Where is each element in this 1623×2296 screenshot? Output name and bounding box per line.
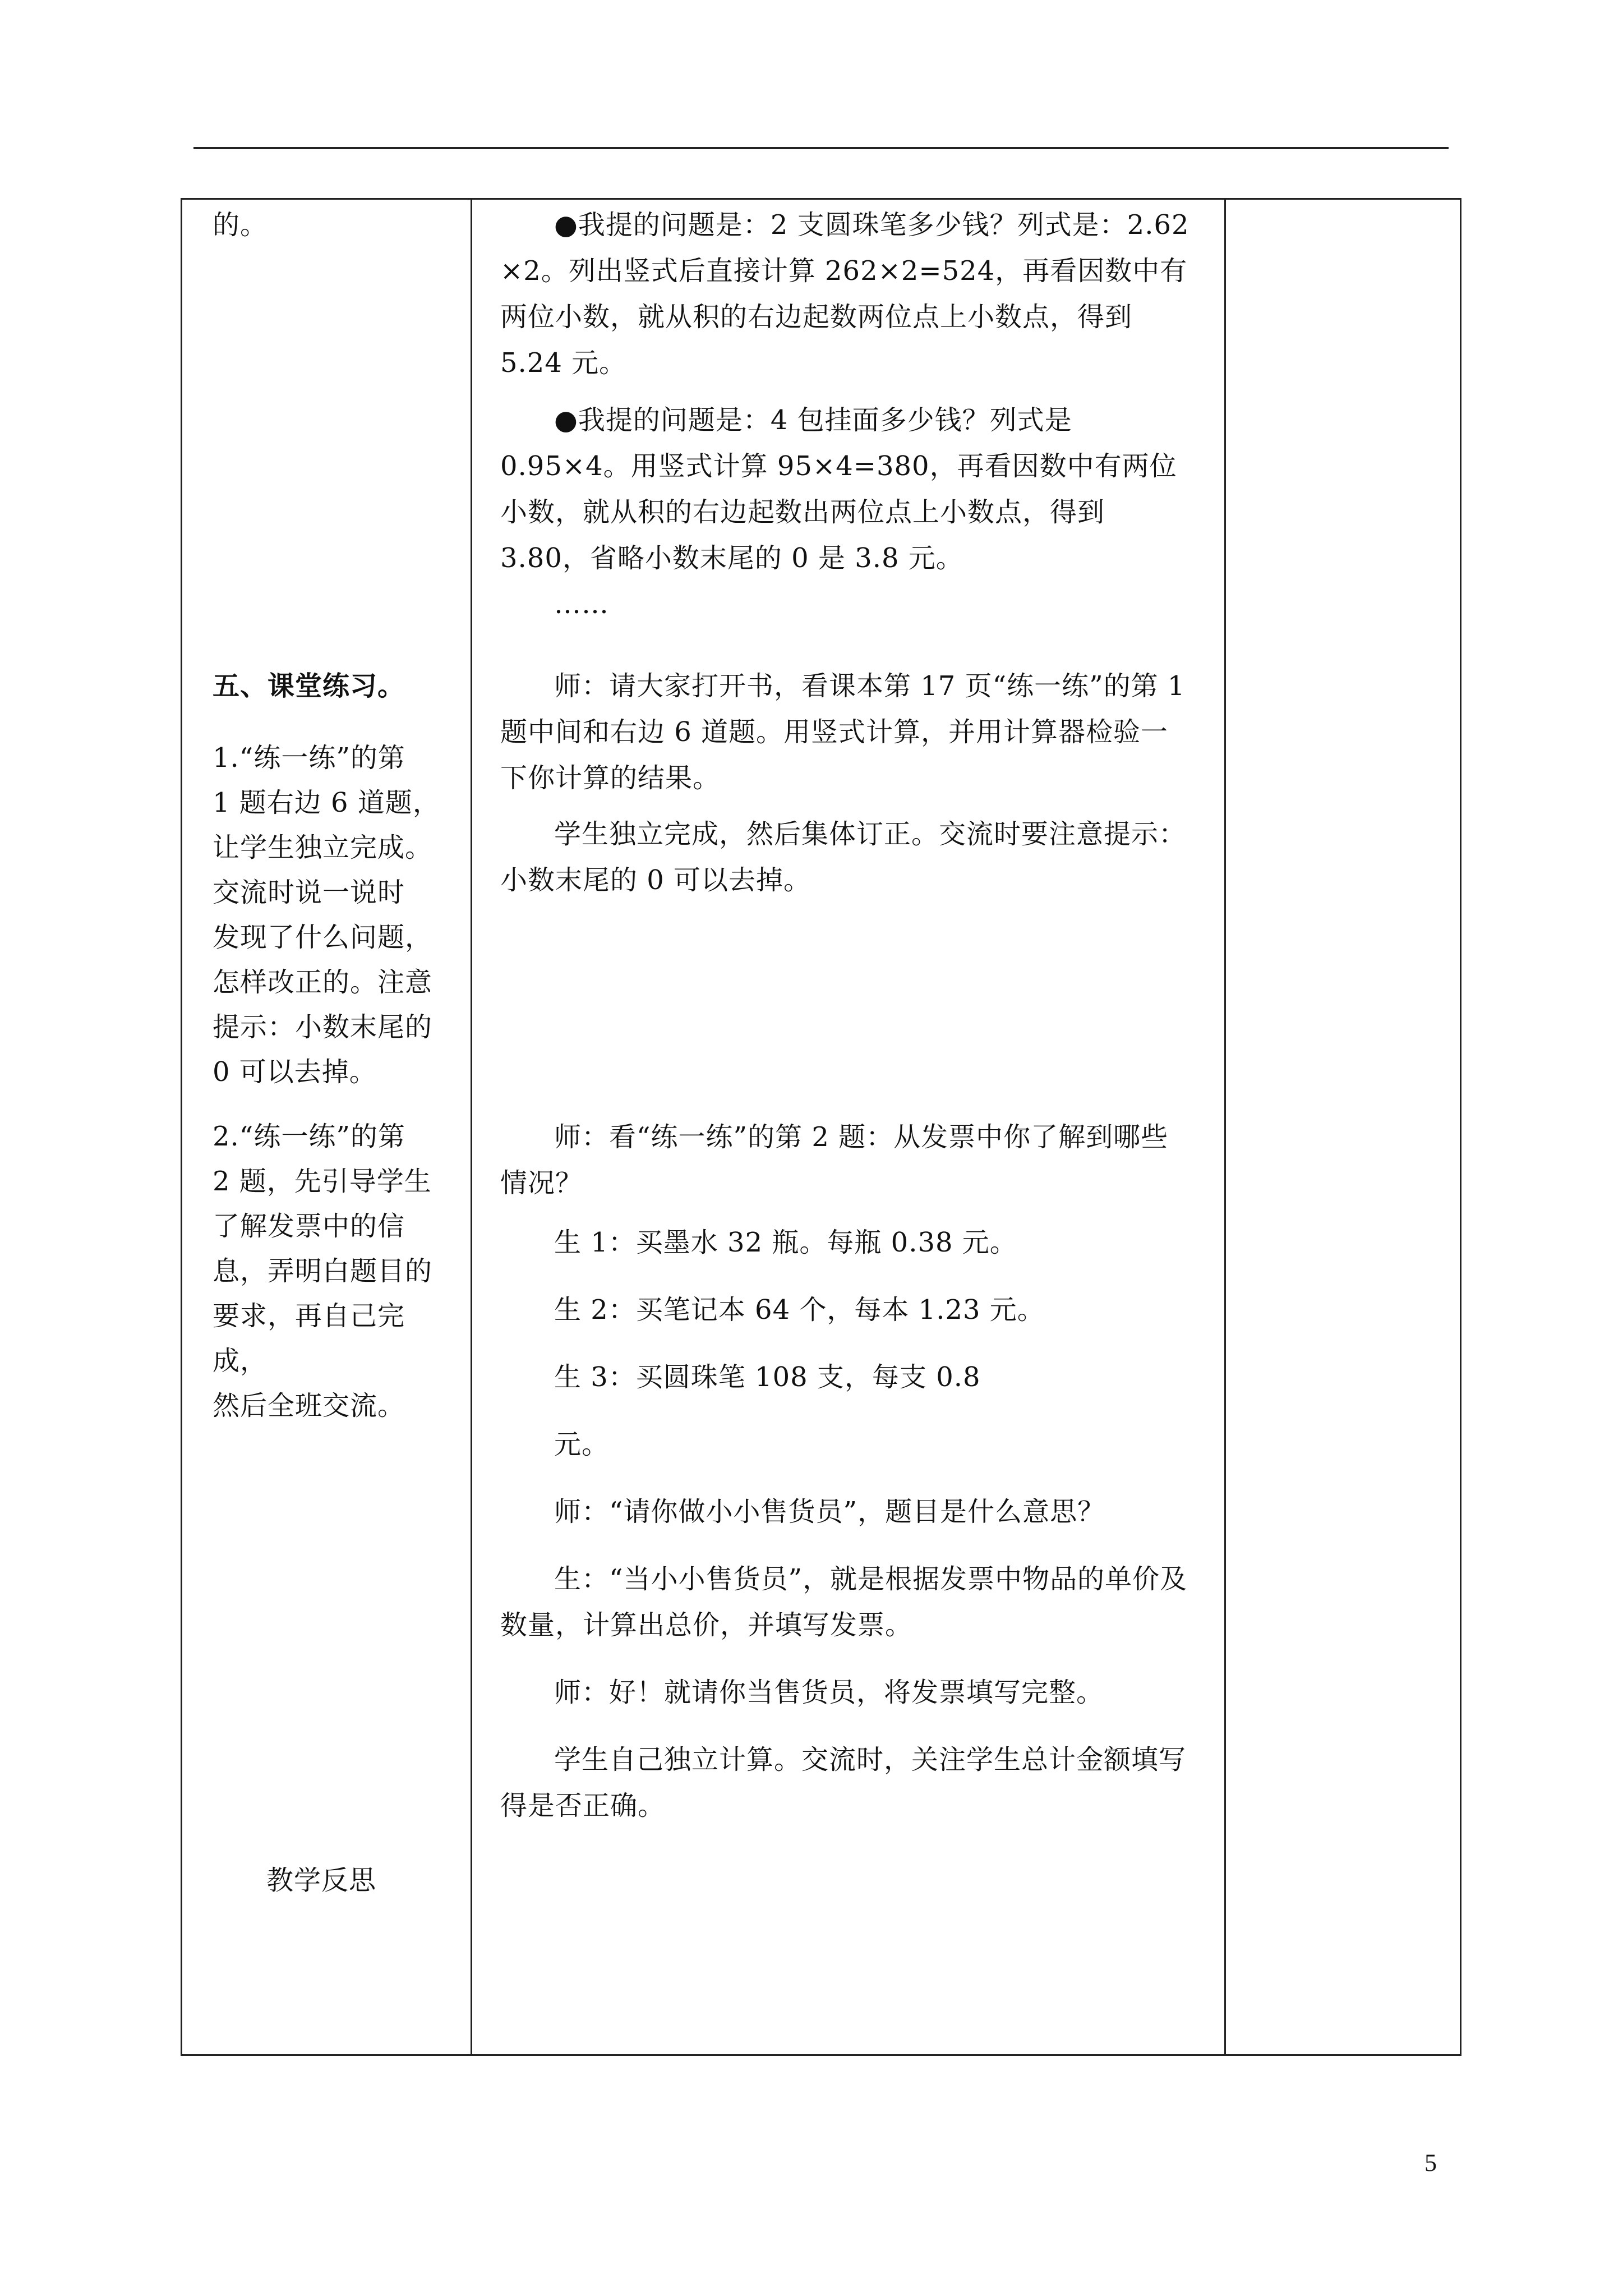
students-calculate: 学生自己独立计算。交流时，关注学生总计金额填写得是否正确。 xyxy=(500,1744,1187,1821)
header-rule xyxy=(193,147,1449,149)
page-number: 5 xyxy=(1424,2149,1437,2177)
student-explanation: 生：“当小小售货员”，就是根据发票中物品的单价及数量，计算出总价，并填写发票。 xyxy=(500,1563,1188,1641)
exercise-1-note: 1.“练一练”的第 1 题右边 6 道题， 让学生独立完成。 交流时说一说时 发现了什么问题， 怎样改正的。注意 提示：小数末尾的 0 可以去掉。 xyxy=(213,742,440,1088)
lesson-plan-table xyxy=(181,198,1461,2056)
teacher-invoice-question: 师：看“练一练”的第 2 题：从发票中你了解到哪些情况？ xyxy=(500,1121,1169,1199)
carry-over-text: 的。 xyxy=(213,209,268,241)
student-3-answer-cont: 元。 xyxy=(554,1429,610,1460)
student-2-answer: 生 2：买笔记本 64 个，每本 1.23 元。 xyxy=(554,1294,1045,1326)
teacher-open-book: 师：请大家打开书，看课本第 17 页“练一练”的第 1 题中间和右边 6 道题。用竖式计算，并用计算器检验一下你计算的结果。 xyxy=(500,670,1186,794)
middle-column xyxy=(472,200,1224,2054)
exercise-2-note: 2.“练一练”的第 2 题，先引导学生 了解发票中的信 息，弄明白题目的 要求，再自己完成， 然后全班交流。 xyxy=(213,1121,433,1421)
left-column xyxy=(182,200,471,2054)
answer-noodles: ●我提的问题是：4 包挂面多少钱？列式是 0.95×4。用竖式计算 95×4=380，再看因数中有两位小数，就从积的右边起数出两位点上小数点，得到 3.80，省略小数末尾的 0 是 3.8 元。 xyxy=(500,404,1177,574)
student-1-answer: 生 1：买墨水 32 瓶。每瓶 0.38 元。 xyxy=(554,1227,1017,1258)
right-column xyxy=(1226,200,1460,2054)
students-complete: 学生独立完成，然后集体订正。交流时要注意提示：小数末尾的 0 可以去掉。 xyxy=(500,818,1187,896)
teacher-fill-invoice: 师：好！就请你当售货员，将发票填写完整。 xyxy=(554,1677,1104,1708)
ellipsis: …… xyxy=(554,588,609,620)
student-3-answer: 生 3：买圆珠笔 108 支，每支 0.8 xyxy=(554,1361,981,1393)
section-title: 五、课堂练习。 xyxy=(213,670,405,702)
answer-ballpen: ●我提的问题是：2 支圆珠笔多少钱？列式是：2.62 ×2。列出竖式后直接计算 262×2=524，再看因数中有两位小数，就从积的右边起数两位点上小数点，得到5.24 元。 xyxy=(500,209,1189,379)
reflection-label: 教学反思 xyxy=(266,1865,377,1896)
teacher-shop-assistant: 师：“请你做小小售货员”，题目是什么意思？ xyxy=(554,1496,1105,1527)
